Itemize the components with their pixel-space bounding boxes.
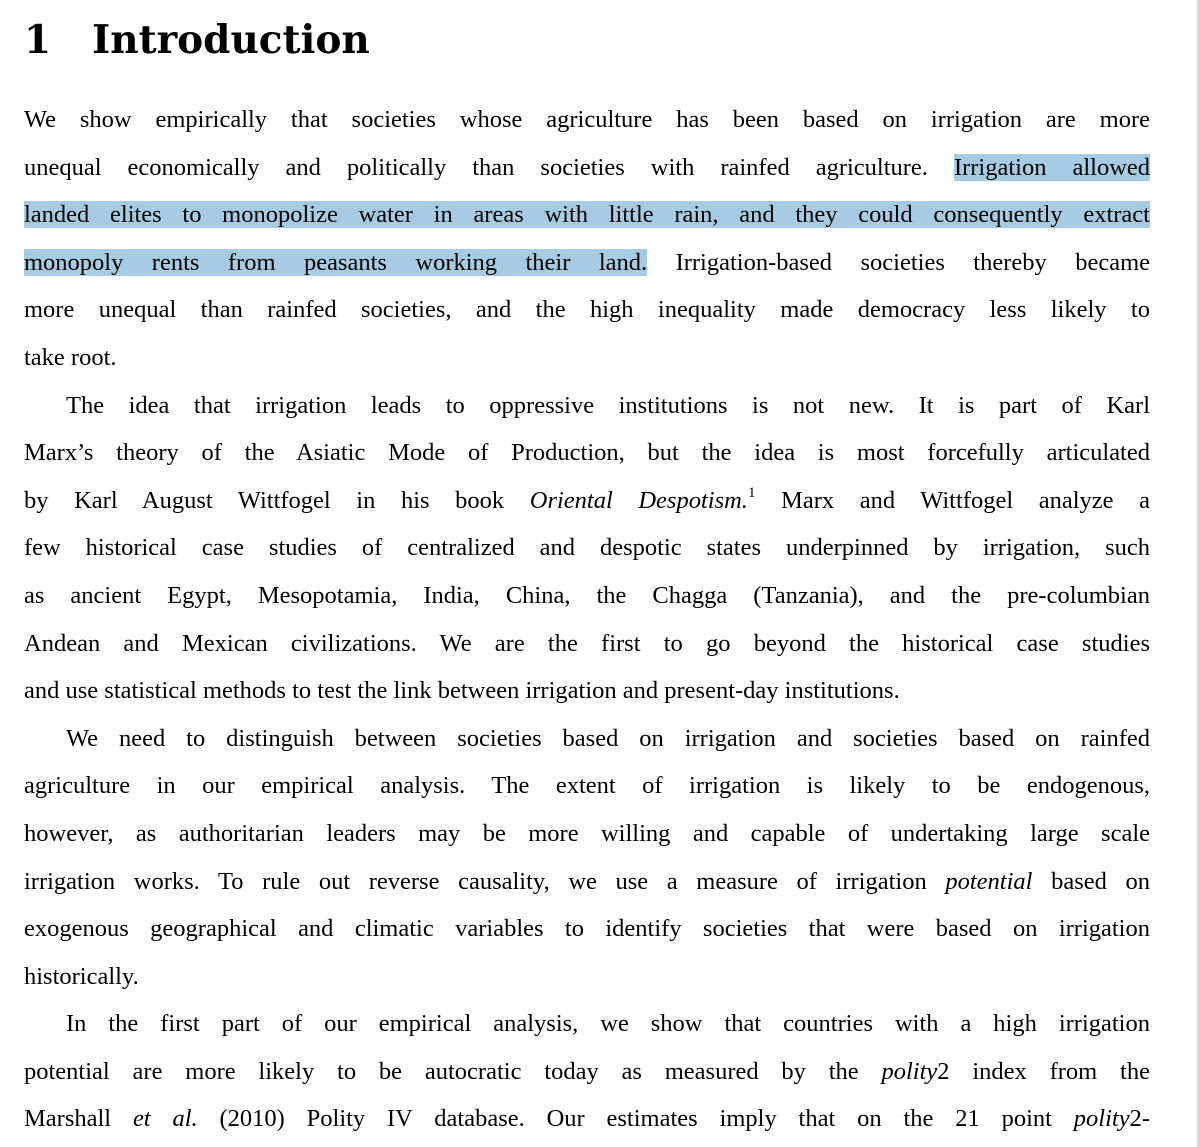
text-line: as ancient Egypt, Mesopotamia, India, China, the Chagga (Tanzania), and the pre-columbian [24,581,1150,609]
text-line: exogenous geographical and climatic variables to identify societies that were based on irrigation [24,915,1150,943]
footnote-marker[interactable]: 1 [747,484,756,501]
highlighted-text[interactable]: landed elites to monopolize water in areas with little rain, and they could consequently extract [24,201,1150,229]
text-line: In the first part of our empirical analysis, we show that countries with a high irrigation [66,1010,1150,1038]
text-line: historically. [24,962,139,990]
text-line: few historical case studies of centralized and despotic states underpinned by irrigation, such [24,534,1150,562]
text-line: however, as authoritarian leaders may be more willing and capable of undertaking large scale [24,819,1150,847]
section-title: Introduction [92,17,370,63]
paragraph-2 [24,382,1150,715]
text-line: monopoly rents from peasants working their land. Irrigation-based societies thereby became [24,248,1151,276]
text-line: The idea that irrigation leads to oppressive institutions is not new. It is part of Karl [66,391,1150,419]
section-heading [24,12,370,68]
text-line: We show empirically that societies whose agriculture has been based on irrigation are more [24,106,1150,133]
body-text [24,96,1150,1143]
text-line: by Karl August Wittfogel in his book Oriental Despotism.$^1$ Marx and Wittfogel analyze a [24,484,1150,514]
text-line: unequal economically and politically than societies with rainfed agriculture. Irrigation allowed [24,153,1151,181]
text-line: more unequal than rainfed societies, and the high inequality made democracy less likely to [24,296,1150,324]
text-line: irrigation works. To rule out reverse causality, we use a measure of irrigation potential based on [24,867,1150,895]
text-line: We need to distinguish between societies based on irrigation and societies based on rainfed [66,724,1150,752]
text-line: Andean and Mexican civilizations. We are the first to go beyond the historical case studies [24,629,1150,657]
text-line: agriculture in our empirical analysis. The extent of irrigation is likely to be endogenous, [24,772,1150,800]
text-line: potential are more likely to be autocratic today as measured by the polity2 index from the [24,1057,1150,1085]
text-line [24,191,1150,239]
book-title: Oriental Despotism. [529,486,748,514]
paragraph-4 [24,1000,1150,1143]
paragraph-3 [24,715,1150,1001]
section-number: 1 [24,17,52,63]
paragraph-1 [24,96,1150,382]
text-line: Marx’s theory of the Asiatic Mode of Production, but the idea is most forcefully articulated [24,439,1150,467]
highlighted-text[interactable]: Irrigation allowed [953,153,1151,181]
text-line: Marshall et al. (2010) Polity IV database. Our estimates imply that on the 21 point polity2- [24,1105,1150,1133]
highlighted-text[interactable]: monopoly rents from peasants working their land. [24,248,648,276]
text-line: and use statistical methods to test the link between irrigation and present-day institutions. [24,677,900,705]
text-line: take root. [24,343,117,371]
